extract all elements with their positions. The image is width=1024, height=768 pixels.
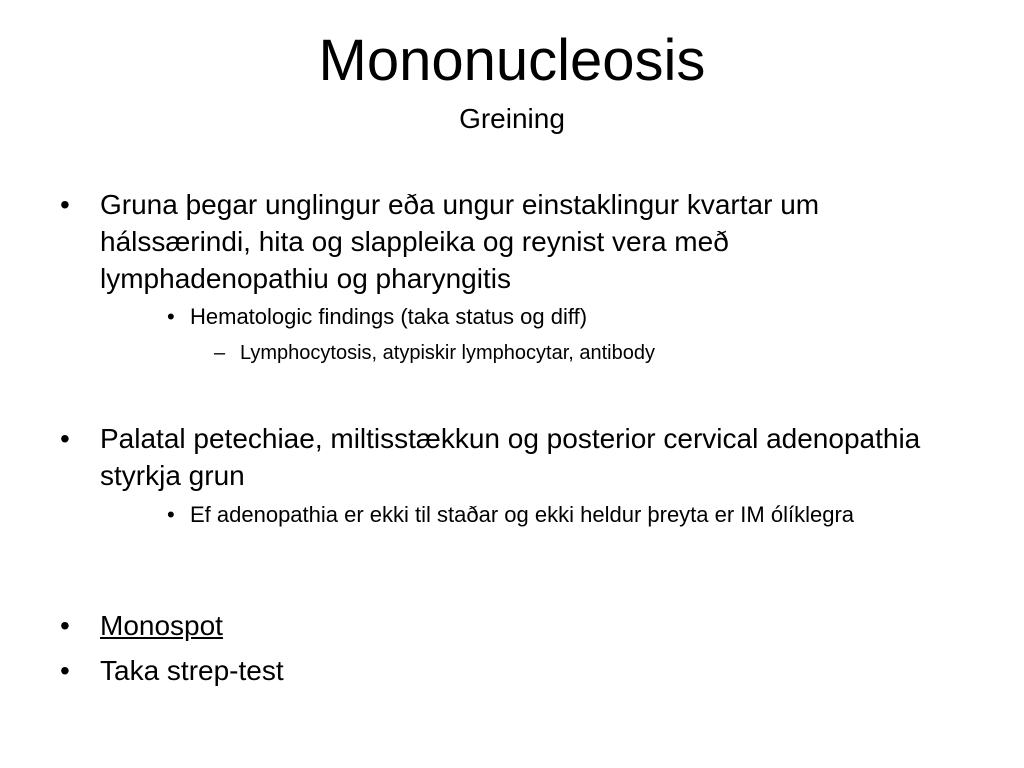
- bullet-glyph: •: [167, 502, 175, 527]
- bullet-text: Lymphocytosis, atypiskir lymphocytar, antibody: [240, 342, 655, 364]
- bullet-glyph: •: [60, 189, 70, 220]
- bullet-glyph: •: [60, 423, 70, 454]
- dash-glyph: –: [214, 342, 226, 364]
- monospot-link[interactable]: Monospot: [100, 610, 223, 641]
- bullet-glyph: •: [60, 655, 70, 686]
- bullet-text: Hematologic findings (taka status og diff): [190, 304, 588, 329]
- bullet-text: Palatal petechiae, miltisstækkun og posterior cervical adenopathia styrkja grun: [100, 423, 921, 491]
- bullet-glyph: •: [167, 304, 175, 329]
- bullet-text: Taka strep-test: [100, 655, 284, 686]
- bullet-text: Gruna þegar unglingur eða ungur einstaklingur kvartar um hálssærindi, hita og slappleika og reynist vera með lymphadenopathiu og pharyngitis: [100, 189, 820, 294]
- bullet-glyph: •: [60, 610, 70, 641]
- slide-title: Mononucleosis: [318, 28, 706, 93]
- slide-subtitle: Greining: [459, 103, 565, 134]
- bullet-text: Ef adenopathia er ekki til staðar og ekki heldur þreyta er IM ólíklegra: [190, 502, 855, 527]
